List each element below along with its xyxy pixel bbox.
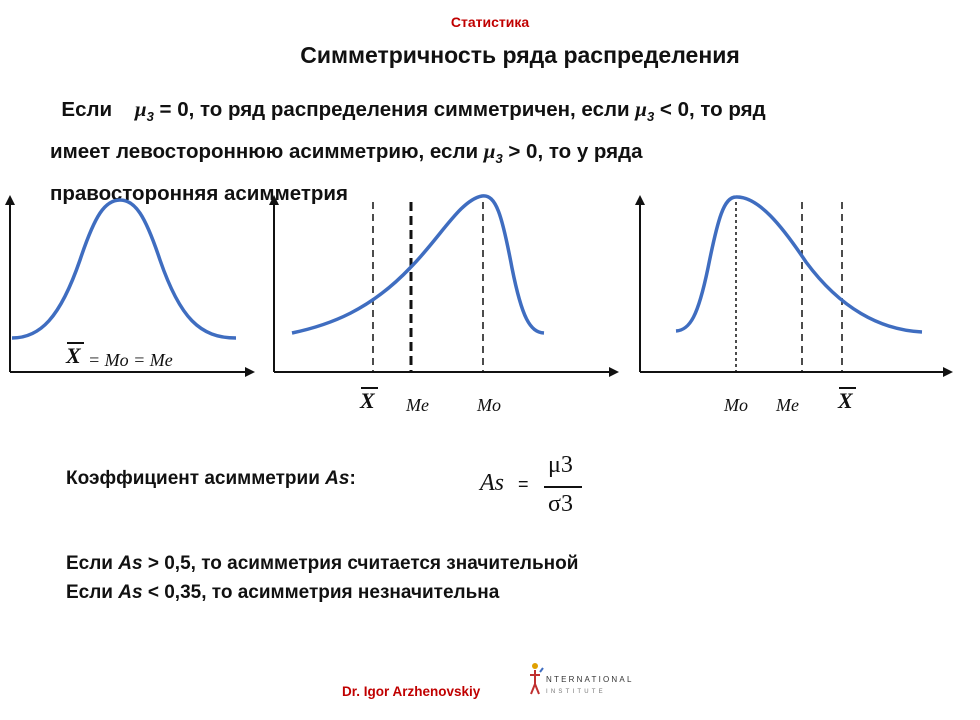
x-mean-symbol: X	[66, 343, 81, 368]
mean-mode-median-label: = Mo = Me	[88, 350, 173, 370]
rule-text: > 0,5, то асимметрия считается значительной	[142, 553, 579, 574]
page-title: Симметричность ряда распределения	[300, 42, 740, 68]
mode-label: Mo	[724, 395, 748, 415]
intro-paragraph	[50, 92, 930, 206]
intro-text-3: имеет левостороннюю асимметрию, если	[50, 140, 484, 164]
distribution-graphs	[0, 180, 960, 430]
fraction-bar	[544, 486, 582, 488]
right-skew-curve	[676, 197, 922, 332]
institute-logo	[526, 660, 636, 700]
rule-if: Если	[66, 553, 119, 574]
mu-symbol: μ	[635, 97, 647, 121]
median-label: Me	[776, 395, 799, 415]
symmetric-curve	[12, 200, 236, 338]
graph-left-skew	[274, 196, 614, 415]
mu-subscript: 3	[646, 109, 655, 125]
rule-as: As	[118, 582, 143, 603]
mu-subscript: 3	[495, 151, 503, 167]
rule-if: Если	[66, 582, 119, 603]
intro-if: Если	[61, 98, 113, 121]
intro-text-1: = 0, то ряд распределения симметричен, если	[153, 98, 636, 121]
mu-symbol: μ	[483, 139, 496, 164]
subject-heading: Статистика	[450, 14, 530, 30]
logo-line-2: INSTITUTE	[546, 689, 606, 695]
coefficient-text: Коэффициент асимметрии	[66, 468, 326, 489]
mu-symbol: μ	[134, 97, 147, 121]
x-mean-symbol: X	[360, 388, 375, 413]
formula-as: As	[480, 470, 504, 496]
left-skew-curve	[292, 196, 544, 333]
author-credit: Dr. Igor Arzhenovskiy	[342, 684, 481, 699]
x-mean-symbol: X	[838, 388, 853, 413]
logo-figure-icon	[530, 663, 543, 694]
mu-subscript: 3	[146, 109, 154, 125]
rule-text: < 0,35, то асимметрия незначительна	[142, 582, 500, 603]
coefficient-as: As	[325, 468, 350, 489]
mode-label: Mo	[477, 395, 501, 415]
intro-text-2: < 0, то ряд	[654, 98, 766, 121]
logo-line-1: NTERNATIONAL	[546, 675, 634, 684]
graph-symmetric	[10, 200, 250, 372]
formula-denominator: σ3	[548, 491, 573, 517]
rule-as: As	[118, 553, 143, 574]
median-label: Me	[406, 395, 429, 415]
coefficient-colon: :	[349, 468, 356, 489]
rule-insignificant	[66, 582, 499, 604]
intro-text-5: правосторонняя асимметрия	[50, 182, 349, 206]
coefficient-label	[66, 468, 356, 490]
intro-text-4: > 0, то у ряда	[502, 140, 643, 164]
graph-right-skew	[640, 197, 948, 415]
rule-significant	[66, 553, 578, 575]
formula-numerator: μ3	[548, 452, 573, 478]
formula-equals: =	[518, 474, 529, 494]
